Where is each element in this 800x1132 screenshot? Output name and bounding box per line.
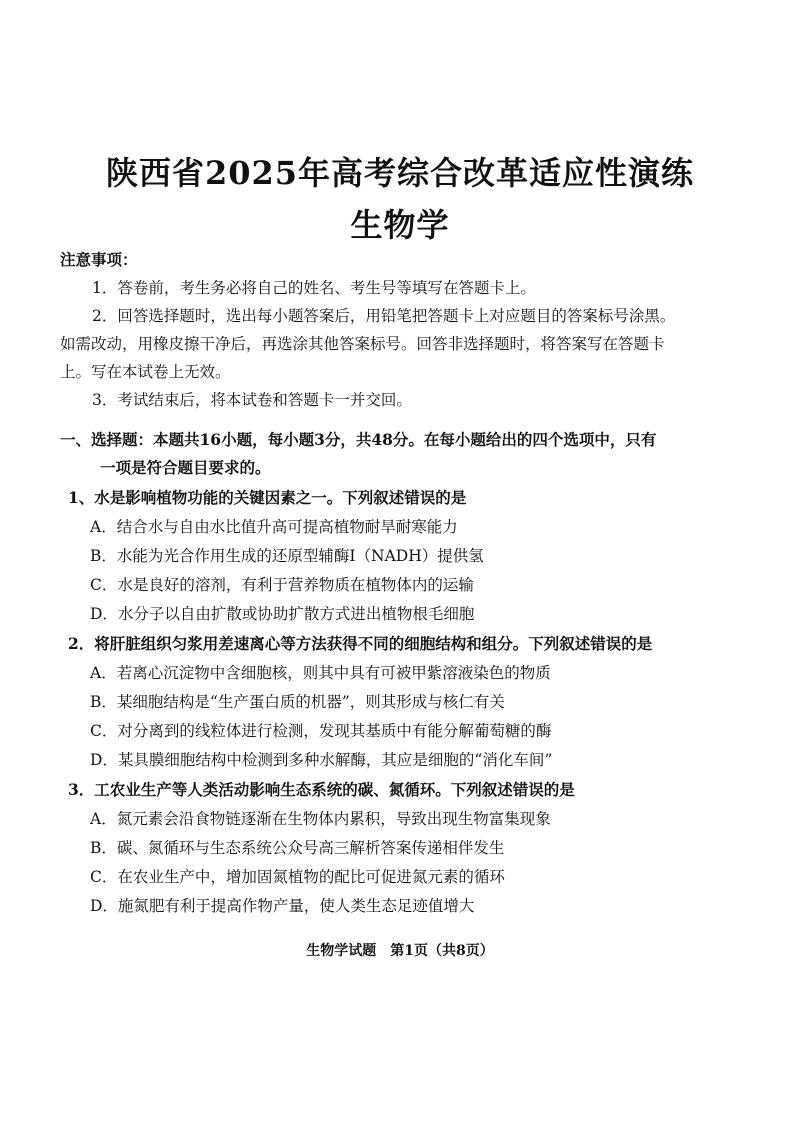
question-3-option-b: B．碳、氮循环与生态系统公众号高三解析答案传递相伴发生 <box>90 839 505 857</box>
question-2-stem: 2．将肝脏组织匀浆用差速离心等方法获得不同的细胞结构和组分。下列叙述错误的是 <box>68 634 653 653</box>
question-3-option-a: A．氮元素会沿食物链逐渐在生物体内累积，导致出现生物富集现象 <box>90 810 551 828</box>
subject-title: 生物学 <box>350 206 450 244</box>
notice-item-1: 1．答卷前，考生务必将自己的姓名、考生号等填写在答题卡上。 <box>92 279 536 297</box>
question-1-option-a: A．结合水与自由水比值升高可提高植物耐旱耐寒能力 <box>90 518 458 536</box>
question-3-option-d: D．施氮肥有利于提高作物产量，使人类生态足迹值增大 <box>90 897 475 915</box>
notice-item-3: 3．考试结束后，将本试卷和答题卡一并交回。 <box>92 391 412 409</box>
question-1-stem: 1、水是影响植物功能的关键因素之一。下列叙述错误的是 <box>68 488 467 507</box>
question-1-option-c: C．水是良好的溶剂，有利于营养物质在植物体内的运输 <box>90 576 474 594</box>
exam-title: 陕西省2025年高考综合改革适应性演练 <box>105 154 695 192</box>
question-2-option-c: C．对分离到的线粒体进行检测，发现其基质中有能分解葡萄糖的酶 <box>90 722 552 740</box>
section-heading-line-1: 一、选择题：本题共16小题，每小题3分，共48分。在每小题给出的四个选项中，只有 <box>60 430 657 449</box>
question-2-option-d: D．某具膜细胞结构中检测到多种水解酶，其应是细胞的“消化车间” <box>90 751 553 769</box>
page-footer: 生物学试题 第1页（共8页） <box>306 943 494 959</box>
question-2-option-b: B．某细胞结构是“生产蛋白质的机器”，则其形成与核仁有关 <box>90 693 505 711</box>
question-3-stem: 3．工农业生产等人类活动影响生态系统的碳、氮循环。下列叙述错误的是 <box>68 780 575 799</box>
notice-heading: 注意事项： <box>60 250 138 269</box>
question-1-option-d: D．水分子以自由扩散或协助扩散方式进出植物根毛细胞 <box>90 605 475 623</box>
question-2-option-a: A．若离心沉淀物中含细胞核，则其中具有可被甲紫溶液染色的物质 <box>90 664 551 682</box>
question-3-option-c: C．在农业生产中，增加固氮植物的配比可促进氮元素的循环 <box>90 868 505 886</box>
notice-item-2-line-3: 上。写在本试卷上无效。 <box>60 363 231 381</box>
notice-item-2-line-2: 如需改动，用橡皮擦干净后，再选涂其他答案标号。回答非选择题时，将答案写在答题卡 <box>60 335 665 353</box>
question-1-option-b: B．水能为光合作用生成的还原型辅酶I（NADH）提供氢 <box>90 547 484 565</box>
section-heading-line-2: 一项是符合题目要求的。 <box>100 458 271 477</box>
notice-item-2-line-1: 2．回答选择题时，选出每小题答案后，用铅笔把答题卡上对应题目的答案标号涂黑。 <box>92 307 676 325</box>
